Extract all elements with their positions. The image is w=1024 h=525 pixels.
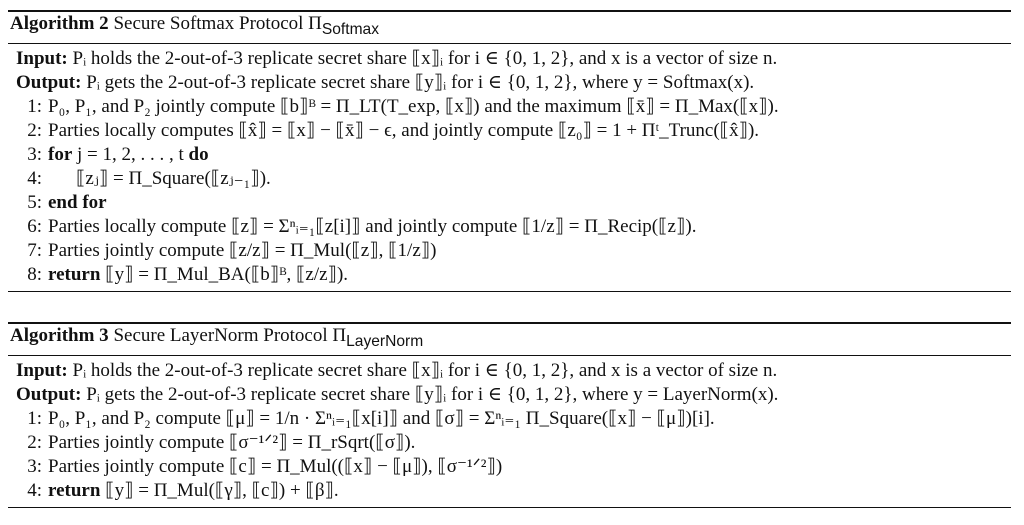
step-text: Parties jointly compute ⟦c⟧ = Π_Mul((⟦x⟧ − ⟦μ⟧), ⟦σ⁻¹ᐟ²⟧) (48, 455, 503, 477)
step-line (12, 239, 1011, 263)
step-number: 5: (27, 191, 42, 213)
output-label: Output: (16, 71, 82, 93)
output-text: Pᵢ gets the 2-out-of-3 replicate secret share ⟦y⟧ᵢ for i ∈ {0, 1, 2}, where y = Softmax(x). (86, 71, 755, 93)
step-text: Parties jointly compute ⟦σ⁻¹ᐟ²⟧ = Π_rSqrt(⟦σ⟧). (48, 431, 416, 453)
algorithm-title-subscript: Softmax (321, 20, 380, 38)
step-line (12, 119, 1011, 143)
step-number: 1: (27, 95, 42, 117)
algorithm-title-subscript: LayerNorm (346, 332, 424, 350)
keyword-for: for (48, 143, 73, 165)
step-line (12, 215, 1011, 239)
step-line (12, 407, 1011, 431)
step-number: 4: (27, 167, 42, 189)
bottom-rule (8, 291, 1011, 292)
algorithm-caption (8, 324, 1011, 355)
output-line (12, 383, 1011, 407)
input-text: Pᵢ holds the 2-out-of-3 replicate secret share ⟦x⟧ᵢ for i ∈ {0, 1, 2}, and x is a vector of size n. (72, 47, 778, 69)
step-number: 3: (27, 455, 42, 477)
output-label: Output: (16, 383, 82, 405)
step-line (12, 431, 1011, 455)
step-text: Parties locally compute ⟦z⟧ = Σⁿᵢ₌₁⟦z[i]⟧ and jointly compute ⟦1/z⟧ = Π_Recip(⟦z⟧). (48, 215, 697, 237)
step-text: ⟦zⱼ⟧ = Π_Square(⟦zⱼ₋₁⟧). (76, 167, 271, 189)
step-number: 2: (27, 119, 42, 141)
step-number: 7: (27, 239, 42, 261)
step-text: Parties jointly compute ⟦z/z⟧ = Π_Mul(⟦z⟧, ⟦1/z⟧) (48, 239, 437, 261)
algorithm-title: Secure Softmax Protocol Π (113, 13, 322, 34)
step-line (12, 95, 1011, 119)
step-text: ⟦y⟧ = Π_Mul_BA(⟦b⟧ᴮ, ⟦z/z⟧). (105, 263, 349, 285)
keyword-do: do (188, 143, 209, 165)
step-text: j = 1, 2, . . . , t (77, 143, 184, 165)
input-label: Input: (16, 359, 68, 381)
algorithm-2-block (8, 10, 1011, 292)
step-number: 8: (27, 263, 42, 285)
step-text: P₀, P₁, and P₂ jointly compute ⟦b⟧ᴮ = Π_LT(T_exp, ⟦x⟧) and the maximum ⟦x̄⟧ = Π_Max(⟦x⟧). (48, 95, 779, 117)
step-line (12, 263, 1011, 287)
step-number: 6: (27, 215, 42, 237)
algorithm-number: Algorithm 2 (10, 13, 109, 34)
input-line (12, 359, 1011, 383)
step-number: 4: (27, 479, 42, 501)
input-label: Input: (16, 47, 68, 69)
keyword-return: return (48, 479, 101, 501)
output-text: Pᵢ gets the 2-out-of-3 replicate secret share ⟦y⟧ᵢ for i ∈ {0, 1, 2}, where y = LayerNorm(x). (86, 383, 779, 405)
algorithm-number: Algorithm 3 (10, 325, 109, 346)
step-line (12, 479, 1011, 503)
step-text: P₀, P₁, and P₂ compute ⟦μ⟧ = 1/n · Σⁿᵢ₌₁⟦x[i]⟧ and ⟦σ⟧ = Σⁿᵢ₌₁ Π_Square(⟦x⟧ − ⟦μ⟧)[i]. (48, 407, 715, 429)
algorithm-caption (8, 12, 1011, 43)
algorithm-body (8, 356, 1011, 507)
step-number: 3: (27, 143, 42, 165)
step-text: ⟦y⟧ = Π_Mul(⟦γ⟧, ⟦c⟧) + ⟦β⟧. (105, 479, 339, 501)
output-line (12, 71, 1011, 95)
algorithm-3-block (8, 322, 1011, 508)
step-line (12, 191, 1011, 215)
step-line (12, 167, 1011, 191)
step-line (12, 455, 1011, 479)
bottom-rule (8, 507, 1011, 508)
input-text: Pᵢ holds the 2-out-of-3 replicate secret share ⟦x⟧ᵢ for i ∈ {0, 1, 2}, and x is a vector of size n. (72, 359, 778, 381)
algorithm-body (8, 44, 1011, 291)
input-line (12, 47, 1011, 71)
step-text: Parties locally computes ⟦x̂⟧ = ⟦x⟧ − ⟦x̄⟧ − ϵ, and jointly compute ⟦z₀⟧ = 1 + Πᵗ_Trunc(⟦x̂⟧). (48, 119, 760, 141)
algorithm-title: Secure LayerNorm Protocol Π (113, 325, 347, 346)
keyword-return: return (48, 263, 101, 285)
keyword-end-for: end for (48, 191, 107, 213)
step-number: 2: (27, 431, 42, 453)
step-number: 1: (27, 407, 42, 429)
step-line (12, 143, 1011, 167)
